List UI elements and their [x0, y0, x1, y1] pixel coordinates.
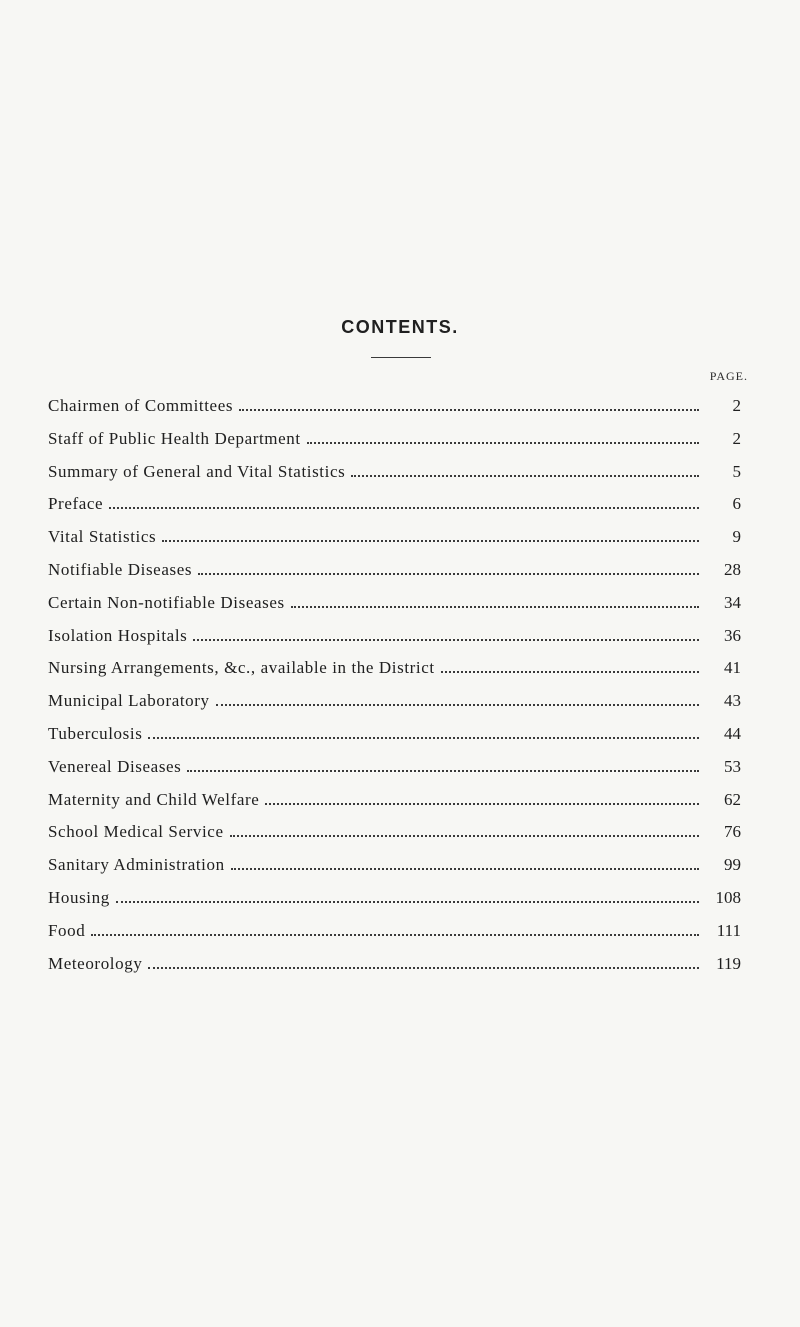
title-divider — [371, 357, 431, 358]
toc-entry-label: Summary of General and Vital Statistics — [48, 461, 346, 481]
toc-entry-page: 43 — [724, 691, 741, 711]
toc-entry-page: 34 — [724, 592, 741, 612]
table-of-contents — [48, 390, 741, 980]
toc-entry — [48, 587, 741, 620]
dot-leader — [148, 737, 699, 739]
toc-entry — [48, 554, 741, 587]
toc-entry-label: Notifiable Diseases — [48, 559, 193, 579]
dot-leader — [198, 573, 699, 575]
dot-leader — [291, 606, 699, 608]
toc-entry-page: 28 — [724, 559, 741, 579]
toc-entry-label: Nursing Arrangements, &c., available in the District — [48, 658, 435, 678]
toc-entry — [48, 620, 741, 653]
toc-entry — [48, 488, 741, 521]
toc-entry — [48, 718, 741, 751]
toc-entry-page: 111 — [716, 920, 741, 940]
dot-leader — [109, 507, 699, 509]
toc-entry — [48, 948, 741, 981]
toc-entry-page: 2 — [732, 396, 741, 415]
toc-entry — [48, 816, 741, 849]
toc-entry — [48, 390, 741, 423]
toc-entry-page: 6 — [732, 494, 741, 514]
toc-entry — [48, 685, 741, 718]
dot-leader — [187, 770, 699, 772]
toc-entry — [48, 882, 741, 915]
dot-leader — [162, 540, 699, 542]
dot-leader — [307, 442, 699, 444]
toc-entry — [48, 849, 741, 882]
dot-leader — [265, 803, 699, 805]
toc-entry-label: Chairmen of Committees — [48, 396, 234, 415]
toc-entry-page: 9 — [732, 527, 741, 547]
toc-entry — [48, 423, 741, 456]
toc-entry-page: 108 — [715, 887, 741, 907]
toc-entry-page: 76 — [724, 822, 741, 842]
toc-entry-page: 44 — [724, 723, 741, 743]
toc-entry-label: Meteorology — [48, 953, 143, 973]
toc-entry-label: Certain Non-notifiable Diseases — [48, 592, 285, 612]
page-title: CONTENTS. — [341, 317, 459, 337]
toc-entry-label: Food — [48, 920, 86, 940]
toc-entry-label: Sanitary Administration — [48, 855, 225, 875]
dot-leader — [239, 409, 699, 411]
page-column-header: PAGE. — [709, 369, 748, 383]
dot-leader — [193, 639, 699, 641]
toc-entry-label: School Medical Service — [48, 822, 224, 842]
toc-entry-label: Housing — [48, 887, 110, 907]
toc-entry-label: Preface — [48, 494, 104, 514]
toc-entry — [48, 915, 741, 948]
toc-entry-page: 36 — [724, 625, 741, 645]
toc-entry-label: Tuberculosis — [48, 723, 143, 743]
toc-entry-page: 99 — [724, 855, 741, 875]
toc-entry-page: 5 — [732, 461, 741, 481]
toc-entry-label: Municipal Laboratory — [48, 691, 210, 711]
toc-entry-page: 119 — [716, 953, 741, 973]
toc-entry — [48, 521, 741, 554]
toc-entry-page: 62 — [724, 789, 741, 809]
dot-leader — [230, 835, 699, 837]
dot-leader — [441, 671, 699, 673]
toc-entry-label: Isolation Hospitals — [48, 625, 188, 645]
toc-entry-label: Venereal Diseases — [48, 756, 182, 776]
toc-entry — [48, 456, 741, 489]
toc-entry-label: Maternity and Child Welfare — [48, 789, 260, 809]
dot-leader — [91, 934, 699, 936]
toc-entry — [48, 784, 741, 817]
toc-entry-page: 41 — [724, 658, 741, 678]
dot-leader — [351, 475, 699, 477]
dot-leader — [231, 868, 699, 870]
toc-entry-label: Vital Statistics — [48, 527, 157, 547]
dot-leader — [216, 704, 699, 706]
toc-entry — [48, 652, 741, 685]
toc-entry-page: 2 — [732, 428, 741, 448]
toc-entry — [48, 751, 741, 784]
dot-leader — [116, 901, 699, 903]
toc-entry-page: 53 — [724, 756, 741, 776]
dot-leader — [148, 967, 699, 969]
toc-entry-label: Staff of Public Health Department — [48, 428, 301, 448]
